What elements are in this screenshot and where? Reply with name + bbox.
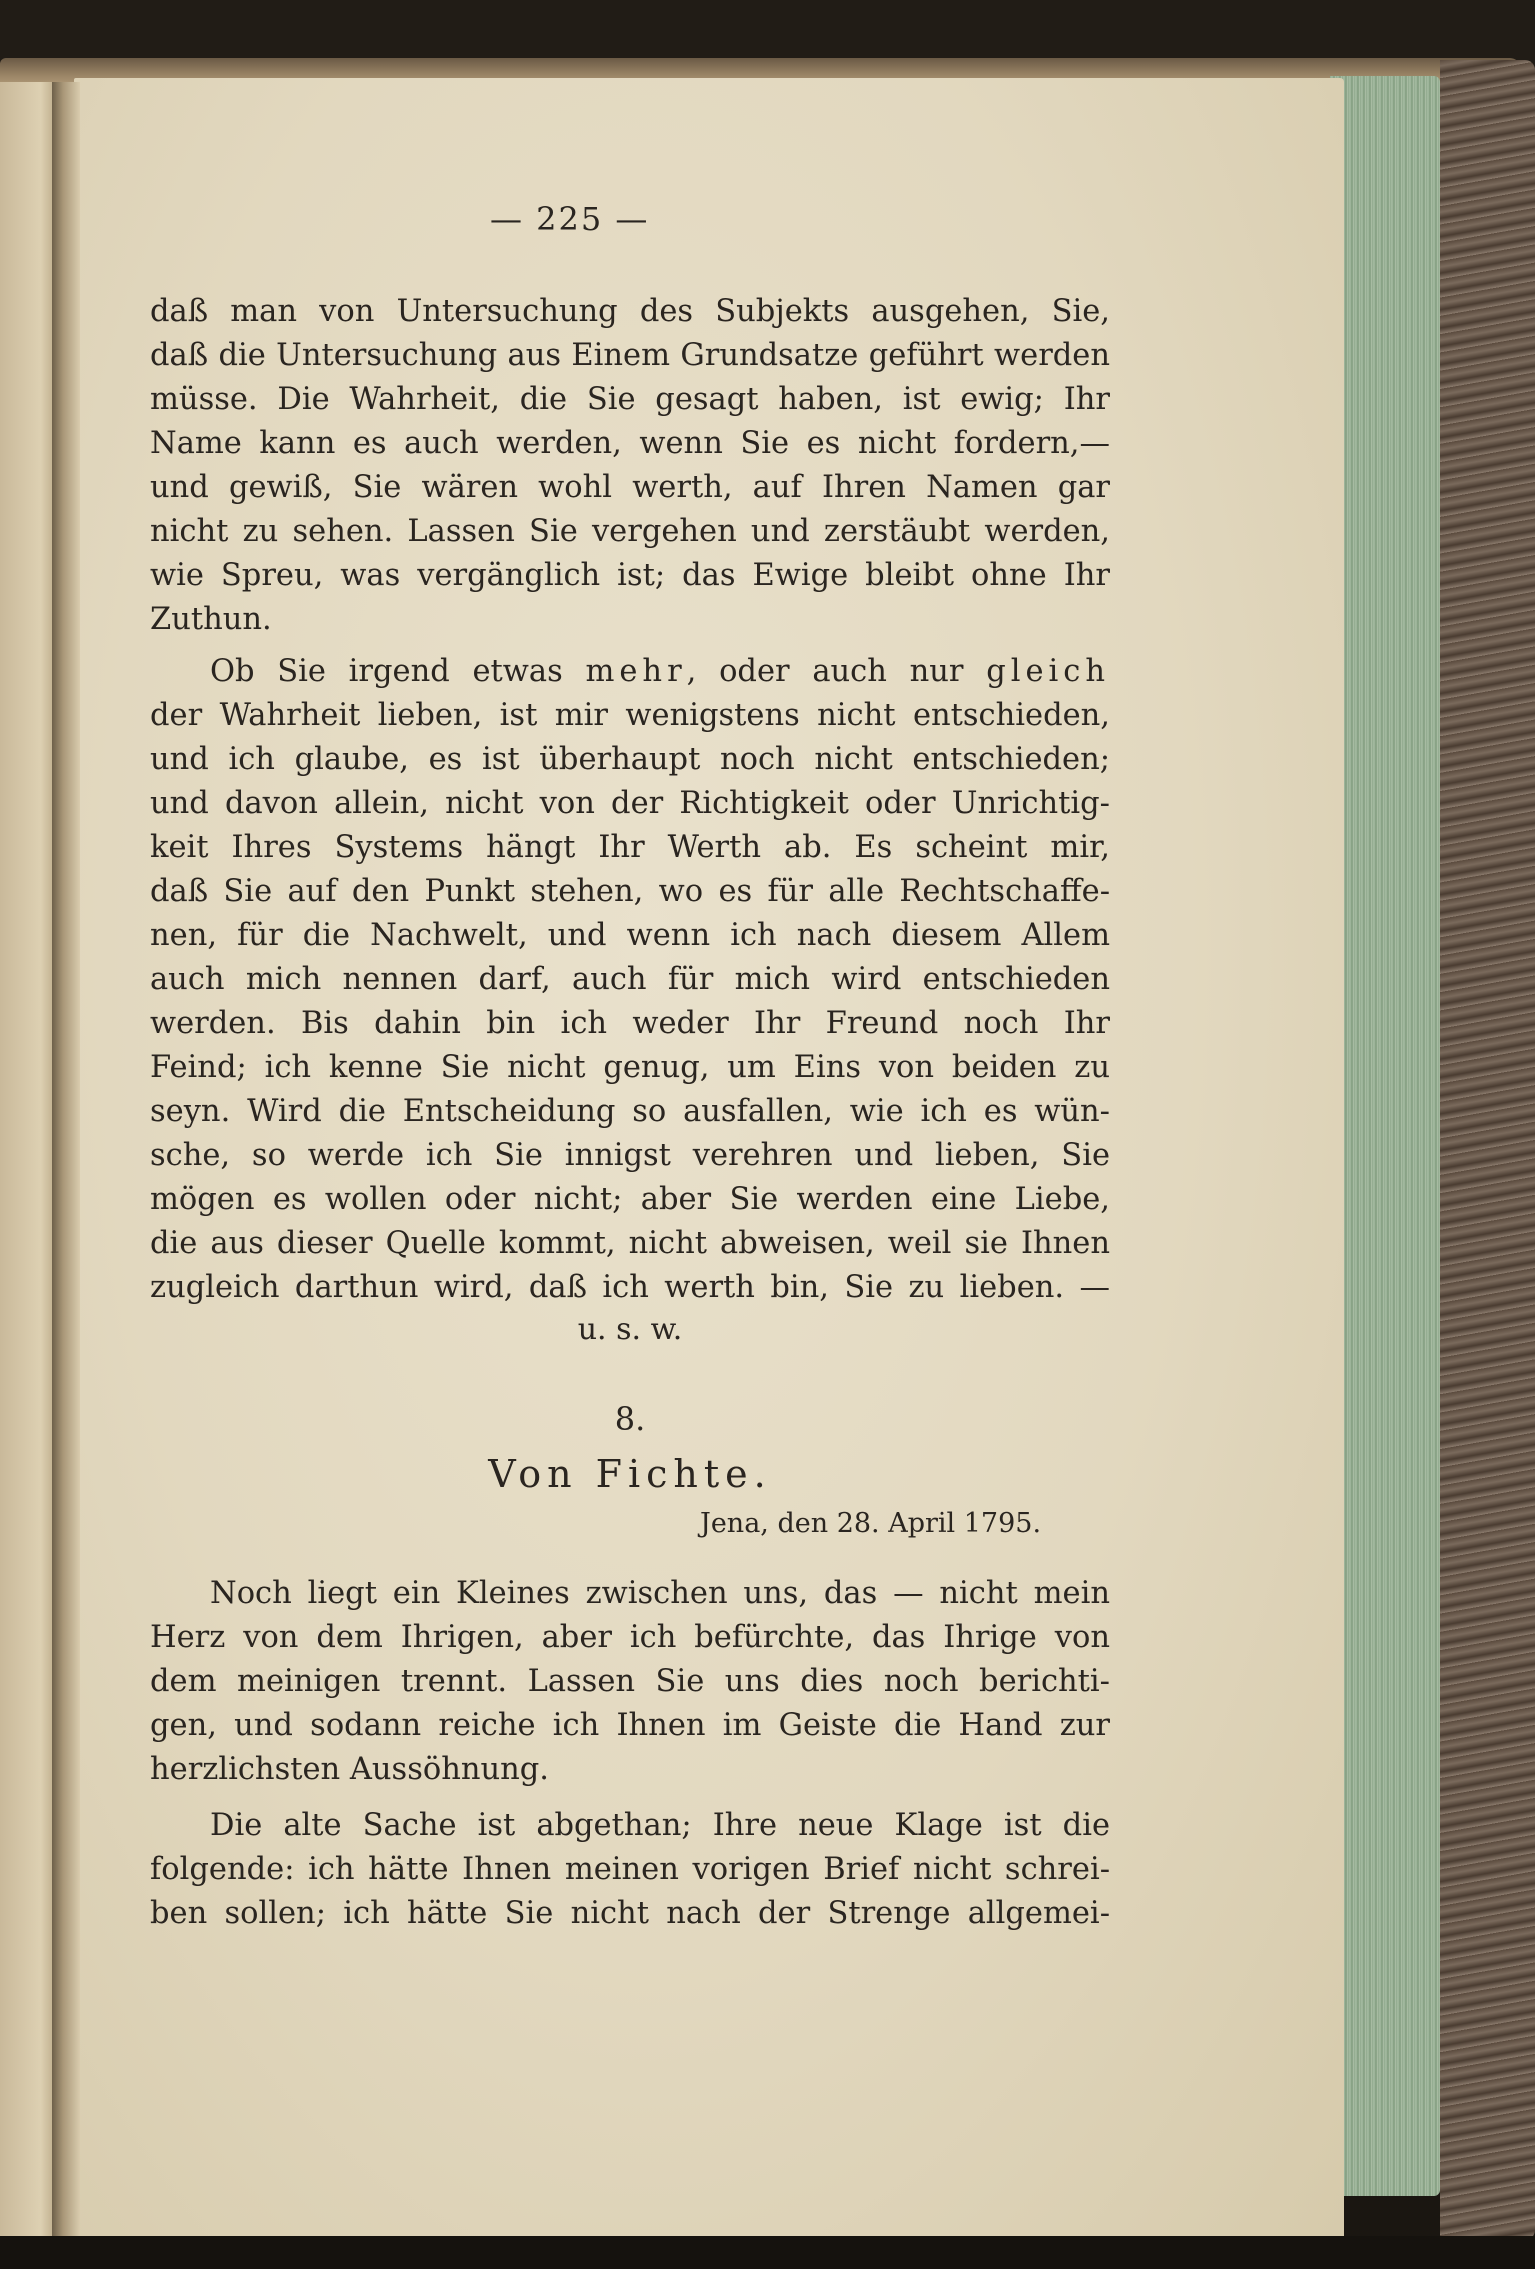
book-cover-edge	[1440, 60, 1535, 2240]
text-line: sche, so werde ich Sie innigst verehren und lieben, Sie	[150, 1138, 1110, 1173]
text-line: zugleich darthun wird, daß ich werth bin, Sie zu lieben. —	[150, 1270, 1110, 1305]
background-band	[0, 2236, 1535, 2269]
text-line: Zuthun.	[150, 602, 272, 637]
closing-phrase: u. s. w.	[577, 1312, 683, 1347]
text-line: herzlichsten Aussöhnung.	[150, 1752, 550, 1787]
text-line: seyn. Wird die Entscheidung so ausfallen, wie ich es wün-	[150, 1094, 1110, 1129]
left-page-edge	[0, 82, 58, 2242]
emphasis-text: gleich	[986, 654, 1110, 689]
text-run: Ob Sie irgend etwas	[210, 654, 586, 689]
text-line: Die alte Sache ist abgethan; Ihre neue Klage ist die	[210, 1808, 1110, 1843]
text-line: werden. Bis dahin bin ich weder Ihr Freund noch Ihr	[150, 1006, 1110, 1041]
text-line: daß man von Untersuchung des Subjekts ausgehen, Sie,	[150, 294, 1110, 329]
spine-shadow	[52, 82, 80, 2242]
text-line: ben sollen; ich hätte Sie nicht nach der Strenge allgemei-	[150, 1896, 1110, 1931]
section-title: Von Fichte.	[488, 1452, 772, 1496]
text-line: der Wahrheit lieben, ist mir wenigstens nicht entschieden,	[150, 698, 1110, 733]
text-line: folgende: ich hätte Ihnen meinen vorigen Brief nicht schrei-	[150, 1852, 1110, 1887]
text-line: keit Ihres Systems hängt Ihr Werth ab. Es scheint mir,	[150, 830, 1110, 865]
text-line: und ich glaube, es ist überhaupt noch nicht entschieden;	[150, 742, 1110, 777]
section-number: 8.	[614, 1400, 646, 1438]
text-line: mögen es wollen oder nicht; aber Sie werden eine Liebe,	[150, 1182, 1110, 1217]
emphasis-text: mehr	[585, 654, 687, 689]
text-line: die aus dieser Quelle kommt, nicht abweisen, weil sie Ihnen	[150, 1226, 1110, 1261]
text-line: Feind; ich kenne Sie nicht genug, um Eins von beiden zu	[150, 1050, 1110, 1085]
text-line: Noch liegt ein Kleines zwischen uns, das — nicht mein	[210, 1576, 1110, 1611]
text-line: gen, und sodann reiche ich Ihnen im Geiste die Hand zur	[150, 1708, 1110, 1743]
text-line: nen, für die Nachwelt, und wenn ich nach diesem Allem	[150, 918, 1110, 953]
text-line: müsse. Die Wahrheit, die Sie gesagt haben, ist ewig; Ihr	[150, 382, 1110, 417]
text-line: wie Spreu, was vergänglich ist; das Ewige bleibt ohne Ihr	[150, 558, 1110, 593]
text-line: nicht zu sehen. Lassen Sie vergehen und zerstäubt werden,	[150, 514, 1110, 549]
text-line: und davon allein, nicht von der Richtigkeit oder Unrichtig-	[150, 786, 1110, 821]
text-line: auch mich nennen darf, auch für mich wird entschieden	[150, 962, 1110, 997]
text-line: und gewiß, Sie wären wohl werth, auf Ihren Namen gar	[150, 470, 1110, 505]
page-number: — 225 —	[490, 200, 650, 238]
page-stack-edge	[1330, 76, 1440, 2196]
text-line: daß die Untersuchung aus Einem Grundsatze geführt werden	[150, 338, 1110, 373]
dateline: Jena, den 28. April 1795.	[700, 1508, 1042, 1539]
text-line: daß Sie auf den Punkt stehen, wo es für alle Rechtschaffe-	[150, 874, 1110, 909]
text-run: , oder auch nur	[686, 654, 987, 689]
text-line: Herz von dem Ihrigen, aber ich befürchte, das Ihrige von	[150, 1620, 1110, 1655]
paragraph-first-line	[210, 650, 1110, 694]
text-line: Name kann es auch werden, wenn Sie es nicht fordern,—	[150, 426, 1110, 461]
text-line: dem meinigen trennt. Lassen Sie uns dies noch berichti-	[150, 1664, 1110, 1699]
